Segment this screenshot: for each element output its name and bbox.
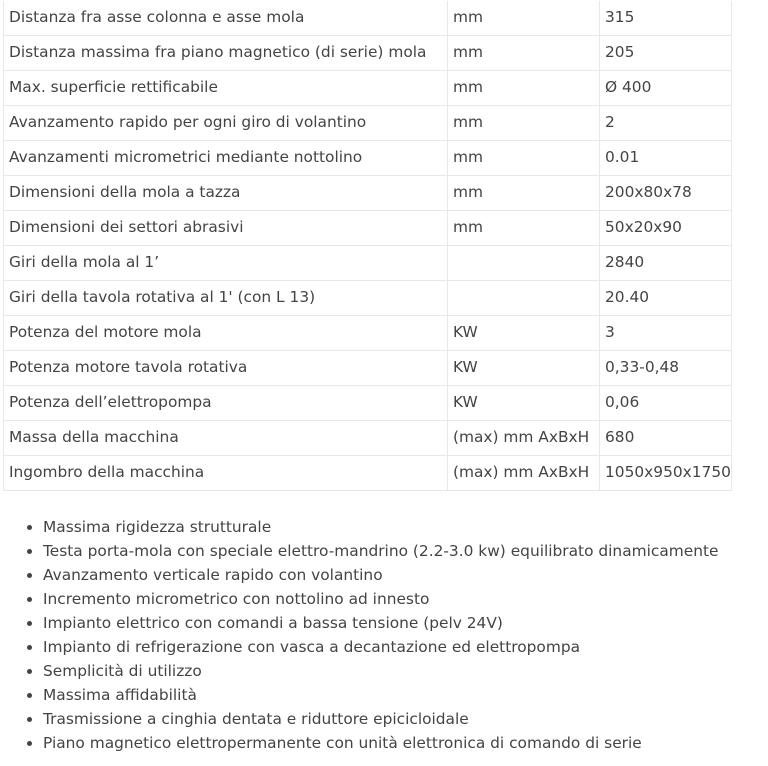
features-list [25, 515, 719, 755]
spec-value: 0.01 [600, 141, 732, 176]
table-row [4, 246, 732, 281]
spec-unit [448, 246, 600, 281]
table-row [4, 1, 732, 36]
spec-value: 205 [600, 36, 732, 71]
spec-unit: mm [448, 106, 600, 141]
spec-label: Avanzamento rapido per ogni giro di volantino [4, 106, 448, 141]
spec-value: 2840 [600, 246, 732, 281]
spec-unit: (max) mm AxBxH [448, 421, 600, 456]
table-row [4, 386, 732, 421]
table-row [4, 421, 732, 456]
list-item: • Testa porta-mola con speciale elettro-mandrino (2.2-3.0 kw) equilibrato dinamicamente [43, 539, 719, 563]
spec-value: 0,33-0,48 [600, 351, 732, 386]
spec-label: Potenza dell’elettropompa [4, 386, 448, 421]
specifications-table [3, 1, 732, 491]
spec-label: Distanza fra asse colonna e asse mola [4, 1, 448, 36]
table-row [4, 36, 732, 71]
spec-label: Giri della mola al 1’ [4, 246, 448, 281]
spec-unit [448, 281, 600, 316]
spec-unit: mm [448, 1, 600, 36]
table-row [4, 71, 732, 106]
table-row [4, 106, 732, 141]
spec-value: 2 [600, 106, 732, 141]
spec-label: Potenza motore tavola rotativa [4, 351, 448, 386]
spec-unit: KW [448, 351, 600, 386]
list-item: • Trasmissione a cinghia dentata e riduttore epicicloidale [43, 707, 719, 731]
list-item: • Semplicità di utilizzo [43, 659, 719, 683]
spec-label: Avanzamenti micrometrici mediante nottolino [4, 141, 448, 176]
spec-label: Massa della macchina [4, 421, 448, 456]
list-item: • Massima affidabilità [43, 683, 719, 707]
spec-label: Distanza massima fra piano magnetico (di serie) mola [4, 36, 448, 71]
spec-unit: (max) mm AxBxH [448, 456, 600, 491]
table-row [4, 176, 732, 211]
spec-label: Max. superficie rettificabile [4, 71, 448, 106]
spec-unit: KW [448, 316, 600, 351]
spec-value: 680 [600, 421, 732, 456]
table-row [4, 351, 732, 386]
spec-unit: mm [448, 176, 600, 211]
spec-value: 3 [600, 316, 732, 351]
list-item: • Incremento micrometrico con nottolino ad innesto [43, 587, 719, 611]
spec-value: 200x80x78 [600, 176, 732, 211]
spec-label: Potenza del motore mola [4, 316, 448, 351]
spec-value: 50x20x90 [600, 211, 732, 246]
spec-unit: mm [448, 36, 600, 71]
list-item: • Massima rigidezza strutturale [43, 515, 719, 539]
table-row [4, 211, 732, 246]
list-item: • Impianto elettrico con comandi a bassa tensione (pelv 24V) [43, 611, 719, 635]
list-item: • Piano magnetico elettropermanente con unità elettronica di comando di serie [43, 731, 719, 755]
specifications-body [4, 1, 732, 491]
spec-value: Ø 400 [600, 71, 732, 106]
spec-label: Ingombro della macchina [4, 456, 448, 491]
table-row [4, 141, 732, 176]
spec-label: Dimensioni dei settori abrasivi [4, 211, 448, 246]
spec-label: Dimensioni della mola a tazza [4, 176, 448, 211]
table-row [4, 456, 732, 491]
spec-unit: KW [448, 386, 600, 421]
spec-unit: mm [448, 141, 600, 176]
spec-value: 315 [600, 1, 732, 36]
spec-value: 1050x950x1750 [600, 456, 732, 491]
spec-unit: mm [448, 211, 600, 246]
spec-unit: mm [448, 71, 600, 106]
table-row [4, 281, 732, 316]
list-item: • Impianto di refrigerazione con vasca a decantazione ed elettropompa [43, 635, 719, 659]
spec-value: 20.40 [600, 281, 732, 316]
list-item: • Avanzamento verticale rapido con volantino [43, 563, 719, 587]
spec-label: Giri della tavola rotativa al 1' (con L 13) [4, 281, 448, 316]
spec-value: 0,06 [600, 386, 732, 421]
table-row [4, 316, 732, 351]
